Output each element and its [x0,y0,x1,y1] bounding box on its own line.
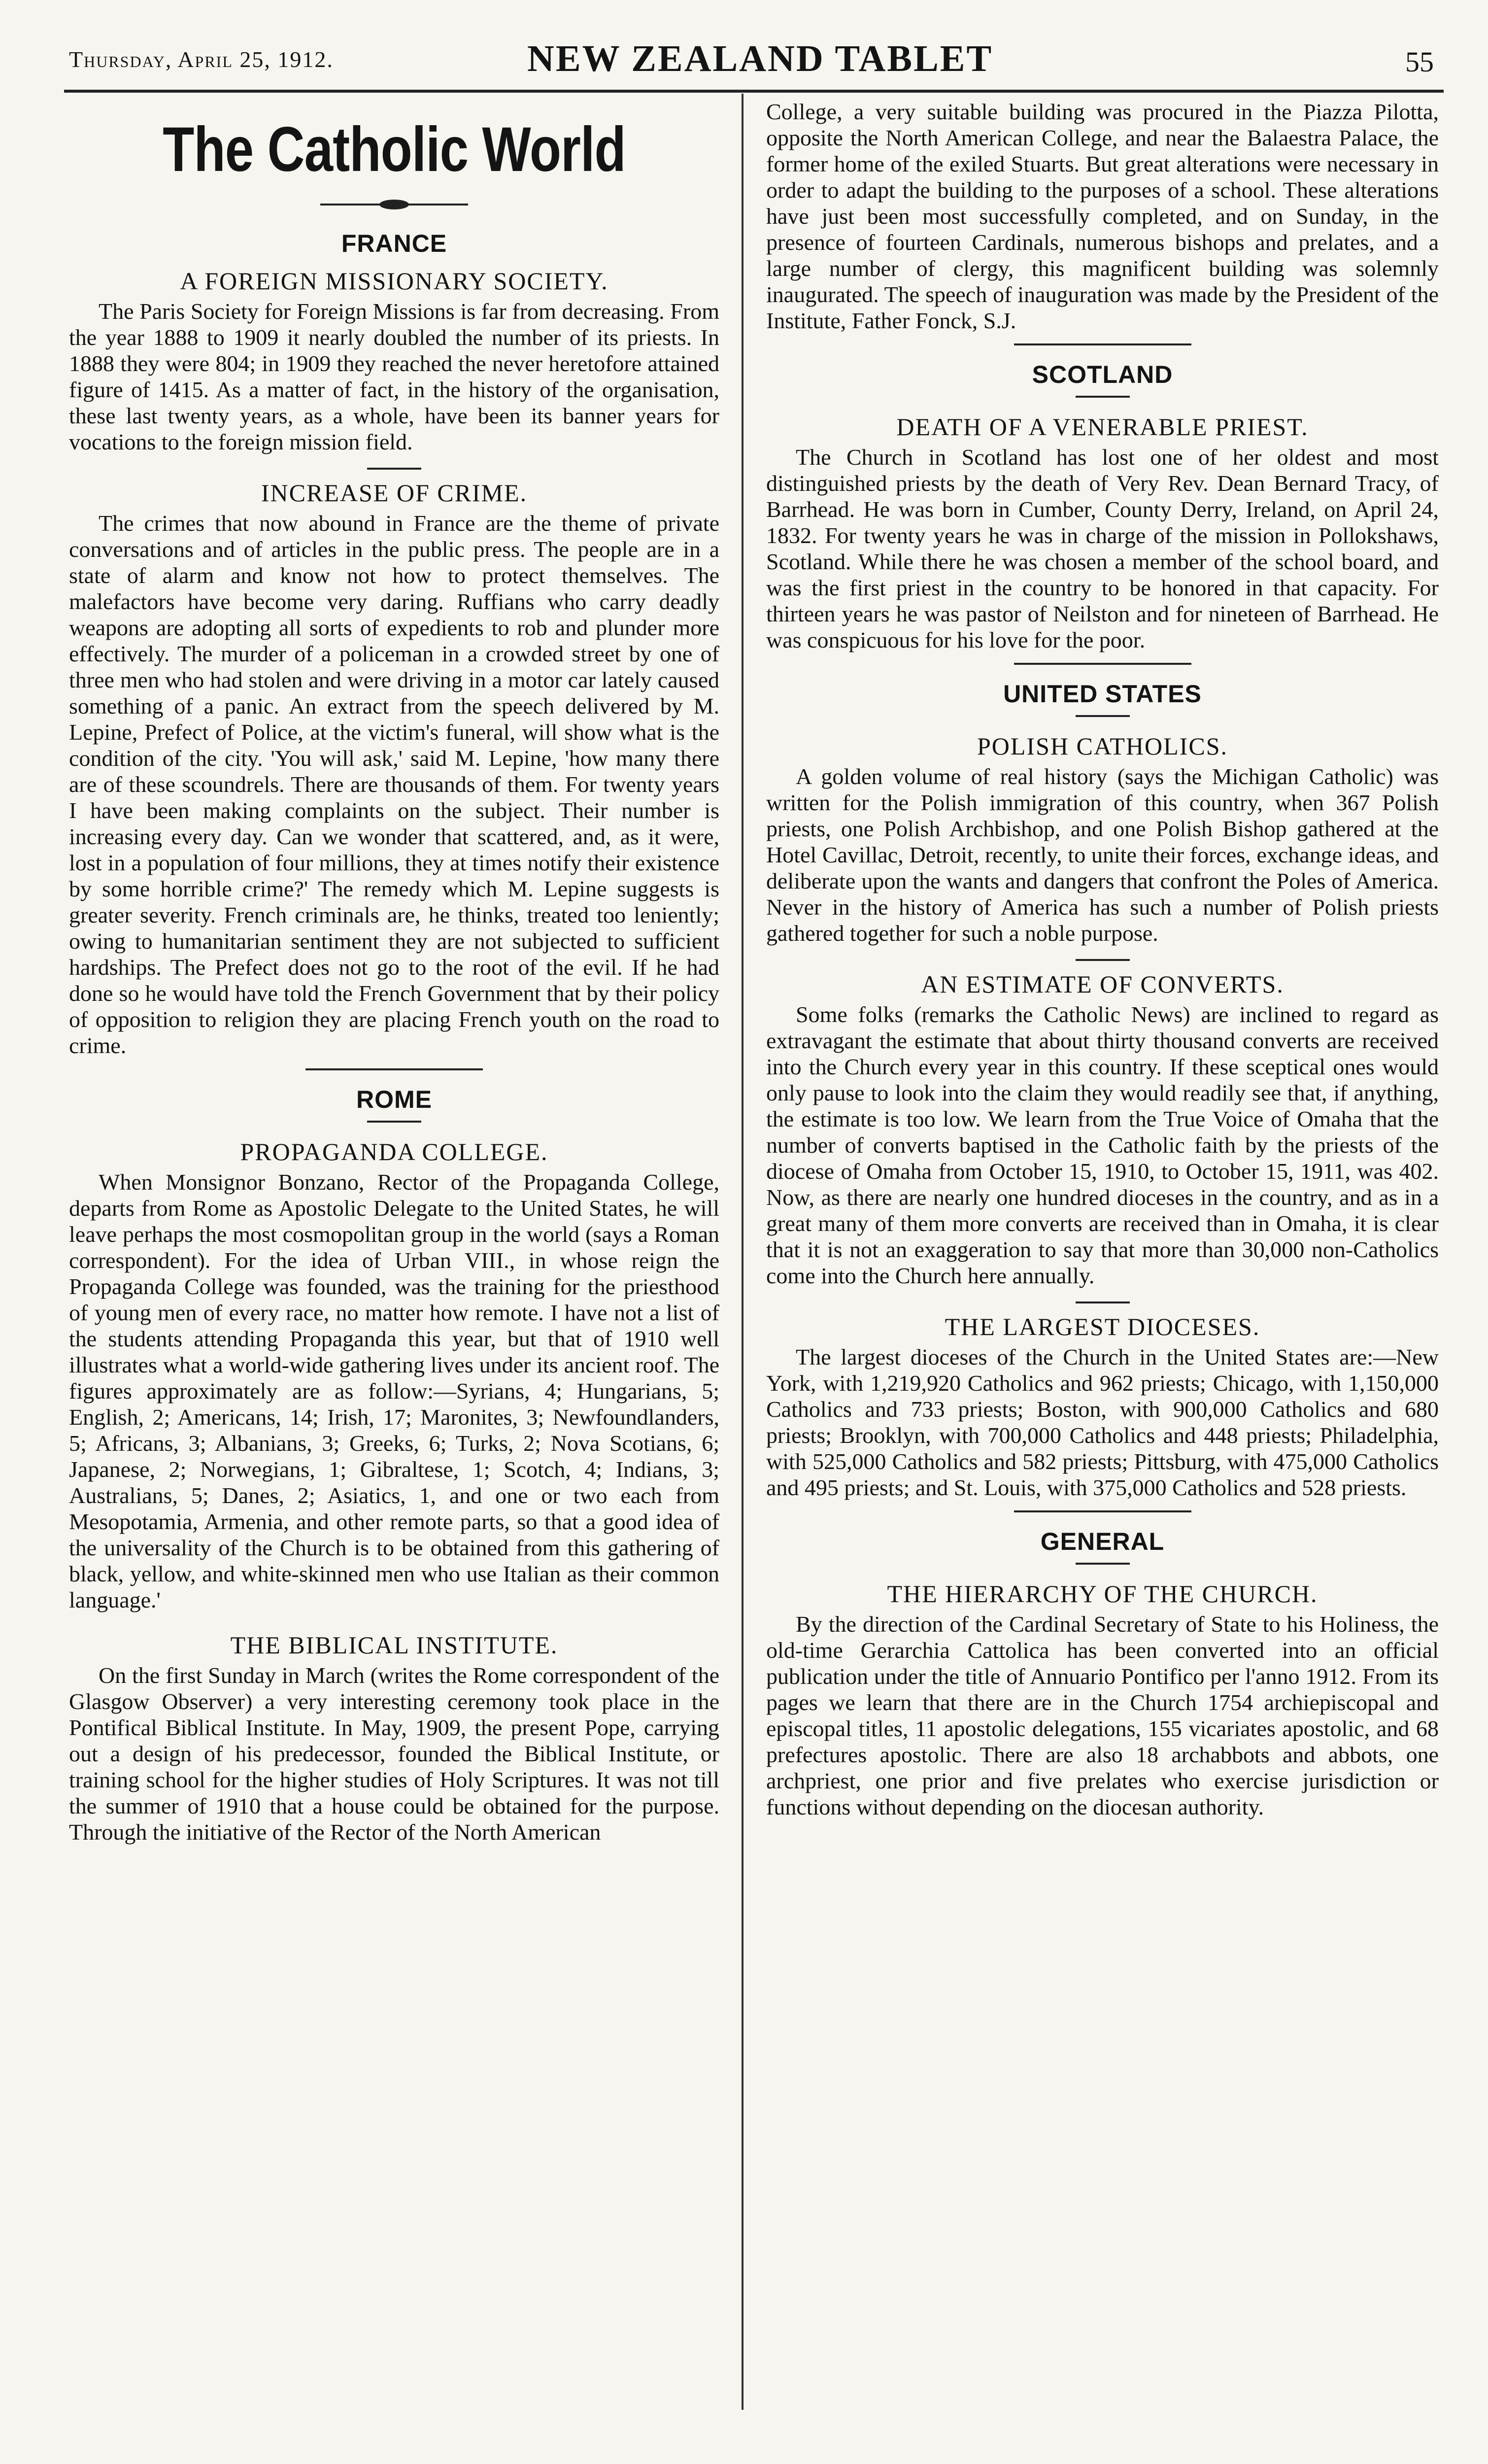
section-divider [305,1068,483,1070]
article-heading: THE BIBLICAL INSTITUTE. [230,1631,558,1659]
article-divider [1076,396,1130,398]
article-heading: DEATH OF A VENERABLE PRIEST. [896,413,1309,441]
page-header [69,39,1439,89]
article-body: The crimes that now abound in France are the theme of private conversations and of articles in the public press. The people are in a state of alarm and know not how to protect themselves. The malefactors have become very daring. Ruffians who carry deadly weapons are adopting all sorts of expedients to rob and plunder more effectively. The murder of a policeman in a crowded street by one of three men who had stolen and were driving in a motor car lately caused something of a panic. An extract from the speech delivered by M. Lepine, Prefect of Police, at the victim's funeral, will show what is the condition of the city. 'You will ask,' said M. Lepine, 'how many there are of these scoundrels. There are thousands of them. For twenty years I have been making complaints on the subject. Their number is increasing every day. Can we wonder that scattered, and, as it were, lost in a population of four millions, they at times notify their existence by some horrible crime?' The remedy which M. Lepine suggests is greater severity. French criminals are, he thinks, treated too leniently; owing to humanitarian sentiment they are not subjected to sufficient hardships. The Prefect does not go to the root of the evil. If he had done so he would have told the French Government that by their policy of opposition to religion they are placing French youth on the road to crime. [69,511,719,1058]
article-heading: THE HIERARCHY OF THE CHURCH. [887,1580,1318,1608]
article-heading: INCREASE OF CRIME. [261,479,528,507]
article-heading: A FOREIGN MISSIONARY SOCIETY. [180,267,609,295]
country-heading-united-states: UNITED STATES [1003,680,1202,708]
column-divider [742,94,744,2410]
country-heading-rome: ROME [356,1086,432,1113]
article-divider [1076,1563,1130,1565]
article-divider [1076,959,1130,961]
section-divider [1014,663,1191,665]
section-divider [1014,343,1191,345]
article-heading: PROPAGANDA COLLEGE. [240,1138,548,1165]
country-heading-general: GENERAL [1040,1528,1165,1555]
article-body: The largest dioceses of the Church in the United States are:—New York, with 1,219,920 Catholics and 962 priests; Chicago, with 1,150,000 Catholics and 733 priests; Boston, with 900,000 Catholics and 680 priests; Brooklyn, with 700,000 Catholics and 448 priests; Philadelphia, with 525,000 Catholics and 582 priests; Pittsburg, with 475,000 Catholics and 495 priests; and St. Louis, with 375,000 Catholics and 528 priests. [766,1344,1439,1500]
section-title: The Catholic World [163,114,626,185]
article-body: On the first Sunday in March (writes the Rome correspondent of the Glasgow Observer) a very interesting ceremony took place in the Pontifical Biblical Institute. In May, 1909, the present Pope, carrying out a design of his predecessor, founded the Biblical Institute, or training school for the higher studies of Holy Scriptures. It was not till the summer of 1910 that a house could be obtained for the purpose. Through the initiative of the Rector of the North American [69,1663,719,1845]
masthead-title: NEW ZEALAND TABLET [527,38,993,79]
article-continuation: College, a very suitable building was procured in the Piazza Pilotta, opposite the North American College, and near the Balaestra Palace, the former home of the exiled Stuarts. But great alterations were necessary in order to adapt the building to the purposes of a school. These alterations have just been most successfully completed, and on Sunday, in the presence of fourteen Cardinals, numerous bishops and prelates, and a large number of clergy, this magnificent building was solemnly inaugurated. The speech of inauguration was made by the President of the Institute, Father Fonck, S.J. [766,99,1439,333]
article-heading: POLISH CATHOLICS. [977,732,1228,760]
section-divider [1014,1510,1191,1512]
issue-date: Thursday, April 25, 1912. [69,47,334,72]
article-body: When Monsignor Bonzano, Rector of the Propaganda College, departs from Rome as Apostolic Delegate to the United States, he will leave perhaps the most cosmopolitan group in the world (says a Roman correspondent). For the idea of Urban VIII., in whose reign the Propaganda College was founded, was the training for the priesthood of young men of every race, no matter how remote. I have not a list of the students attending Propaganda this year, but that of 1910 well illustrates what a world-wide gathering lives under its ancient roof. The figures approximately are as follow:—Syrians, 4; Hungarians, 5; English, 2; Americans, 14; Irish, 17; Maronites, 3; Newfoundlanders, 5; Africans, 3; Albanians, 3; Greeks, 6; Turks, 2; Nova Scotians, 6; Japanese, 2; Norwegians, 1; Gibraltese, 1; Scotch, 4; Indians, 3; Australians, 5; Danes, 2; Asiatics, 1, and one or two each from Mesopotamia, Armenia, and other remote parts, so that a good idea of the universality of the Church is to be obtained from this gathering of black, yellow, and white-skinned men who use Italian as their common language.' [69,1169,719,1612]
article-body: The Paris Society for Foreign Missions is far from decreasing. From the year 1888 to 1909 it nearly doubled the number of its priests. In 1888 they were 804; in 1909 they reached the never heretofore attained figure of 1415. As a matter of fact, in the history of the organisation, these last twenty years, as a whole, have been its banner years for vocations to the foreign mission field. [69,299,719,454]
article-heading: THE LARGEST DIOCESES. [945,1313,1260,1340]
country-heading-scotland: SCOTLAND [1032,361,1173,388]
country-heading-france: FRANCE [341,230,447,257]
article-divider [1076,1301,1130,1303]
page-number: 55 [1405,46,1434,78]
article-divider [367,1121,421,1123]
article-heading: AN ESTIMATE OF CONVERTS. [921,970,1284,998]
header-rule [64,90,1444,93]
article-divider [1076,715,1130,717]
article-body: Some folks (remarks the Catholic News) are inclined to regard as extravagant the estimate that about thirty thousand converts are received into the Church every year in this country. If these sceptical ones would only pause to look into the claim they would readily see that, if anything, the estimate is too low. We learn from the True Voice of Omaha that the number of converts baptised in the Catholic faith by the priests of the diocese of Omaha from October 15, 1910, to October 15, 1911, was 402. Now, as there are nearly one hundred dioceses in the country, and as in a great many of them more converts are received than in Omaha, it is clear that it is not an exaggeration to say that more than 30,000 non-Catholics come into the Church here annually. [766,1002,1439,1288]
ornamental-rule [320,204,468,205]
article-divider [367,468,421,470]
left-column [69,99,719,1845]
article-body: A golden volume of real history (says the Michigan Catholic) was written for the Polish immigration of this country, when 367 Polish priests, one Polish Archbishop, and one Polish Bishop gathered at the Hotel Cavillac, Detroit, recently, to unite their forces, exchange ideas, and deliberate upon the wants and dangers that confront the Poles of America. Never in the history of America has such a number of Polish priests gathered together for such a noble purpose. [766,764,1439,946]
article-body: The Church in Scotland has lost one of her oldest and most distinguished priests by the death of Very Rev. Dean Bernard Tracy, of Barrhead. He was born in Cumber, County Derry, Ireland, on April 24, 1832. For twenty years he was in charge of the mission in Pollokshaws, Scotland. While there he was chosen a member of the school board, and was the first priest in the country to be honored in that capacity. For thirteen years he was pastor of Neilston and for nineteen of Barrhead. He was conspicuous for his love for the poor. [766,445,1439,652]
right-column [766,99,1439,1820]
article-body: By the direction of the Cardinal Secretary of State to his Holiness, the old-time Gerarchia Cattolica has been converted into an official publication under the title of Annuario Pontifico per l'anno 1912. From its pages we learn that there are in the Church 1754 archiepiscopal and episcopal titles, 11 apostolic delegations, 155 vicariates apostolic, and 68 prefectures apostolic. There are also 18 archabbots and abbots, one archpriest, one prior and five prelates who exercise jurisdiction or functions without depending on the diocesan authority. [766,1611,1439,1819]
